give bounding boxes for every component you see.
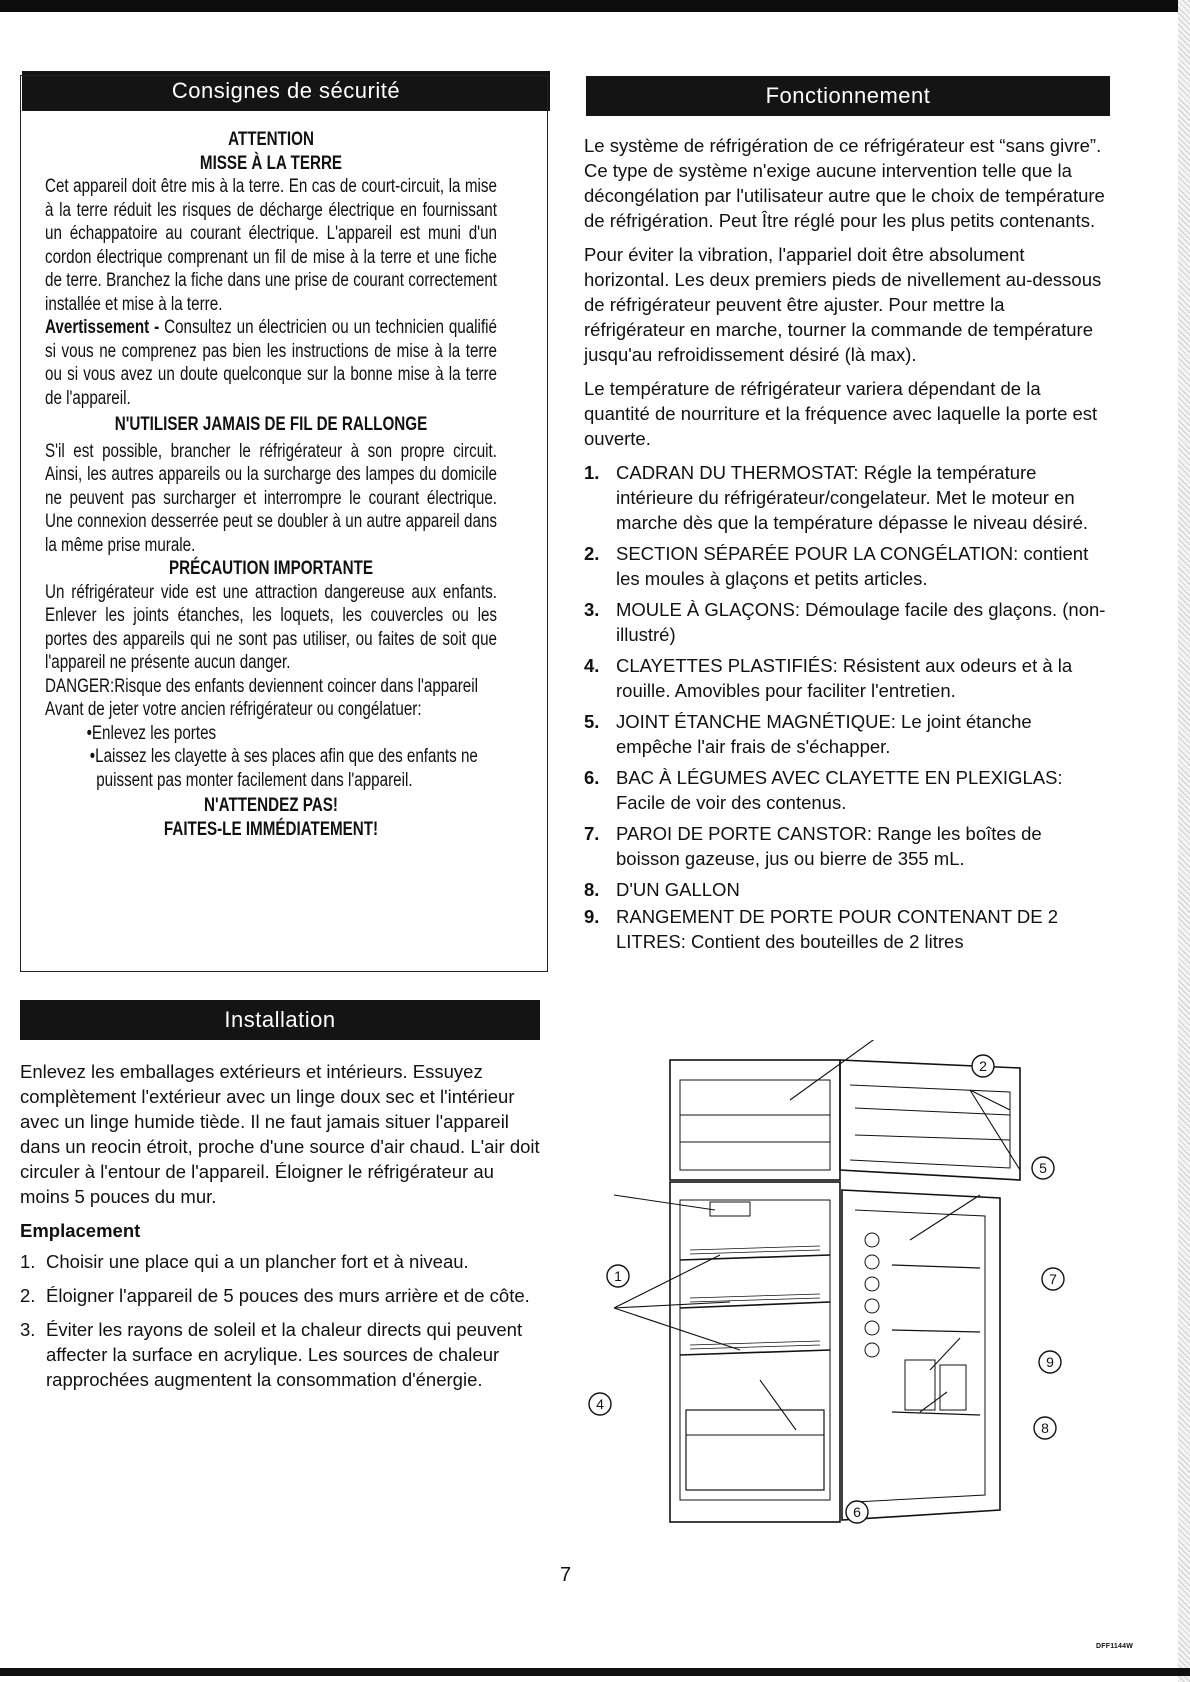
item-text: D'UN GALLON: [616, 879, 740, 900]
item-number: 1.: [584, 462, 600, 483]
operation-heading-text: Fonctionnement: [765, 83, 931, 108]
bullet-leave-shelves: •Laissez les clayette à ses places afin que des enfants ne puissent pas monter facilement dans l'appareil.: [89, 746, 478, 791]
warning-text: Consultez un électricien ou un technicien qualifié si vous ne comprenez pas bien les instructions de mise à la terre ou si vous avez un doute quelconque sur la bonne mise à la terre de l'appareil.: [45, 317, 497, 409]
item-number: 7.: [584, 823, 600, 844]
final-line-1: N'ATTENDEZ PAS!: [204, 795, 338, 816]
callout-5: [1032, 1157, 1054, 1179]
item-number: 2.: [20, 1285, 36, 1306]
callout-7-label: 7: [1049, 1271, 1057, 1287]
operation-paragraph-3: Le température de réfrigérateur variera dépendant de la quantité de nourriture et la fréquence avec laquelle la porte est ouverte.: [584, 378, 1098, 449]
bottom-border: [0, 1668, 1190, 1676]
callout-7: [1042, 1268, 1064, 1290]
item-text: PAROI DE PORTE CANSTOR: Range les boîtes de boisson gazeuse, jus ou bierre de 355 mL.: [616, 823, 1042, 869]
callout-4: [589, 1393, 611, 1415]
precaution-text: Un réfrigérateur vide est une attraction dangereuse aux enfants. Enlever les joints étanches, les loquets, les couvercles ou les portes des appareils qui ne sont pas utiliser, ou faites de soit que l'appareil ne présente aucun danger.: [45, 581, 497, 673]
attention-title: ATTENTION: [228, 129, 314, 150]
before-text: Avant de jeter votre ancien réfrigérateur ou congélatuer:: [45, 699, 422, 720]
extension-text: S'il est possible, brancher le réfrigérateur à son propre circuit. Ainsi, les autres appareils ou la surcharge des lampes du domicile ne peuvent pas surcharger et interrompre le courant électrique. Une connexion desserrée peut se doubler à un autre appareil dans la même prise murale.: [45, 440, 497, 556]
item-text: JOINT ÉTANCHE MAGNÉTIQUE: Le joint étanche empêche l'air frais de s'échapper.: [616, 711, 1032, 757]
callout-2-label: 2: [979, 1058, 987, 1074]
item-number: 4.: [584, 655, 600, 676]
item-text: Éloigner l'appareil de 5 pouces des murs arrière et de côte.: [46, 1285, 530, 1306]
item-number: 3.: [584, 599, 600, 620]
item-text: RANGEMENT DE PORTE POUR CONTENANT DE 2 LITRES: Contient des bouteilles de 2 litres: [616, 906, 1059, 952]
callout-6-label: 6: [853, 1504, 861, 1520]
callout-4-label: 4: [596, 1396, 604, 1412]
item-text: CLAYETTES PLASTIFIÉS: Résistent aux odeurs et à la rouille. Amovibles pour faciliter l'entretien.: [616, 655, 1073, 701]
model-code: DFF1144W: [1096, 1643, 1133, 1650]
installation-heading-text: Installation: [224, 1007, 336, 1032]
warning-label: Avertissement -: [45, 317, 160, 338]
danger-text: DANGER:Risque des enfants deviennent coincer dans l'appareil: [45, 675, 478, 697]
callout-2: [972, 1055, 994, 1077]
callout-8-label: 8: [1041, 1420, 1049, 1436]
item-number: 8.: [584, 879, 600, 900]
bullet-remove-doors: •Enlevez les portes: [86, 722, 217, 744]
item-text: Éviter les rayons de soleil et la chaleur directs qui peuvent affecter la surface en acrylique. Les sources de chaleur rapprochées augmentent la consommation d'énergie.: [46, 1319, 523, 1390]
item-number: 3.: [20, 1319, 36, 1340]
callout-9: [1039, 1351, 1061, 1373]
item-number: 5.: [584, 711, 600, 732]
callout-1: [607, 1265, 629, 1287]
item-text: Choisir une place qui a un plancher fort et à niveau.: [46, 1251, 469, 1272]
item-text: MOULE À GLAÇONS: Démoulage facile des glaçons. (non-illustré): [616, 599, 1106, 645]
item-text: SECTION SÉPARÉE POUR LA CONGÉLATION: contient les moules à glaçons et petits articles.: [616, 543, 1089, 589]
item-text: BAC À LÉGUMES AVEC CLAYETTE EN PLEXIGLAS: Facile de voir des contenus.: [616, 767, 1063, 813]
callout-5-label: 5: [1039, 1160, 1047, 1176]
ground-text: Cet appareil doit être mis à la terre. En cas de court-circuit, la mise à la terre réduit les risques de décharge électrique en fournissant un échappatoire au courant électrique. L'appareil est muni d'un cordon électrique comprenant un fil de mise à la terre et une fiche de terre. Branchez la fiche dans une prise de courant correctement installée et mise à la terre.: [45, 176, 497, 315]
item-number: 1.: [20, 1251, 36, 1272]
callout-6: [846, 1501, 868, 1523]
item-number: 2.: [584, 543, 600, 564]
item-text: CADRAN DU THERMOSTAT: Régle la température intérieure du réfrigérateur/congelateur. Met le moteur en marche dès que la température dépasse le niveau désiré.: [616, 462, 1089, 533]
page-number: 7: [560, 1564, 572, 1586]
installation-intro: Enlevez les emballages extérieurs et intérieurs. Essuyez complètement l'extérieur avec un linge doux sec et l'intérieur avec un linge humide tiède. Il ne faut jamais situer l'appareil dans un reocin étroit, proche d'une source d'air chaud. L'air doit circuler à l'entour de l'appareil. Éloigner le réfrigérateur au moins 5 pouces du mur.: [20, 1061, 540, 1207]
operation-paragraph-2: Pour éviter la vibration, l'appariel doit être absolument horizontal. Les deux premiers pieds de nivellement au-dessous de réfrigérateur peuvent être ajuster. Pour mettre la réfrigérateur en marche, tourner la commande de température jusqu'au refroidissement désiré (là max).: [584, 244, 1102, 365]
callout-1-label: 1: [614, 1268, 622, 1284]
item-number: 6.: [584, 767, 600, 788]
emplacement-subheading: Emplacement: [20, 1220, 141, 1241]
final-line-2: FAITES-LE IMMÉDIATEMENT!: [163, 818, 379, 840]
callout-9-label: 9: [1046, 1354, 1054, 1370]
precaution-title: PRÉCAUTION IMPORTANTE: [168, 558, 374, 579]
ground-title: MISSE À LA TERRE: [199, 152, 343, 174]
callout-8: [1034, 1417, 1056, 1439]
operation-paragraph-1: Le système de réfrigération de ce réfrigérateur est “sans givre”. Ce type de système n'exige aucune intervention telle que la décongélation par l'utilisateur autre que le choix de température de réfrigération. Peut Ître réglé pour les plus petits contenants.: [584, 135, 1105, 231]
extension-title: N'UTILISER JAMAIS DE FIL DE RALLONGE: [114, 414, 428, 435]
item-number: 9.: [584, 906, 600, 927]
safety-heading-text: Consignes de sécurité: [171, 78, 401, 103]
